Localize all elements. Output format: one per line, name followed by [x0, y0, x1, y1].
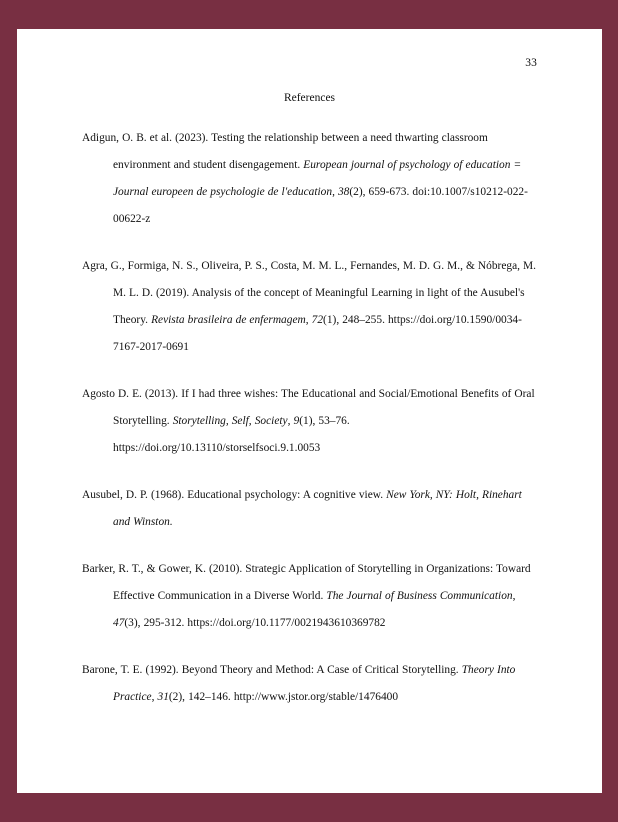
- reference-entry: [82, 657, 538, 711]
- reference-text-run: (3), 295-312. https://doi.org/10.1177/0021943610369782: [124, 617, 386, 629]
- reference-text-run: Theory Into Practice: [113, 664, 516, 703]
- reference-text-run: ,: [332, 186, 338, 198]
- reference-text-run: 31: [157, 691, 169, 703]
- reference-entry: [82, 125, 538, 233]
- reference-entry: [82, 381, 538, 462]
- reference-text-run: Storytelling, Self, Society: [172, 415, 288, 427]
- reference-text-run: (2), 659-673. doi:10.1007/s10212-022-00622-z: [113, 186, 528, 225]
- reference-text-run: (1), 53–76. https://doi.org/10.13110/storselfsoci.9.1.0053: [113, 415, 350, 454]
- reference-text-run: The Journal of Business Communication: [326, 590, 513, 602]
- reference-list: [82, 125, 538, 711]
- reference-text-run: Agra, G., Formiga, N. S., Oliveira, P. S., Costa, M. M. L., Fernandes, M. D. G. M., & Nóbrega, M. M. L. D. (2019). Analysis of the concept of Meaningful Learning in light of the Ausubel's Theory.: [82, 260, 537, 326]
- page-title: References: [283, 92, 336, 104]
- reference-text-run: Revista brasileira de enfermagem: [151, 314, 306, 326]
- reference-text-run: Adigun, O. B. et al. (2023). Testing the relationship between a need thwarting classroom environment and student disengagement.: [82, 132, 488, 171]
- reference-text-run: 9: [293, 415, 300, 427]
- reference-text-run: 72: [311, 314, 324, 326]
- reference-text-run: Barone, T. E. (1992). Beyond Theory and Method: A Case of Critical Storytelling.: [82, 664, 462, 676]
- reference-text-run: ,: [512, 590, 516, 602]
- reference-text-run: ,: [287, 415, 294, 427]
- reference-entry: [82, 253, 538, 361]
- reference-text-run: European journal of psychology of education = Journal europeen de psychologie de l'education: [113, 159, 522, 198]
- reference-entry: [82, 556, 538, 637]
- reference-text-run: New York, NY: Holt, Rinehart and Winston.: [113, 489, 522, 528]
- reference-text-run: Barker, R. T., & Gower, K. (2010). Strategic Application of Storytelling in Organizations: Toward Effective Communication in a Diverse World.: [82, 563, 531, 602]
- reference-text-run: Agosto D. E. (2013). If I had three wishes: The Educational and Social/Emotional Benefits of Oral Storytelling.: [82, 388, 535, 427]
- reference-text-run: Ausubel, D. P. (1968). Educational psychology: A cognitive view.: [82, 489, 387, 501]
- reference-text-run: 38: [337, 186, 350, 198]
- reference-text-run: ,: [151, 691, 158, 703]
- reference-text-run: (2), 142–146. http://www.jstor.org/stable/1476400: [168, 691, 399, 703]
- reference-text-run: 47: [113, 617, 125, 629]
- page-number: 33: [525, 57, 537, 69]
- reference-entry: [82, 482, 538, 536]
- document-page: [17, 29, 602, 793]
- reference-text-run: ,: [305, 314, 312, 326]
- reference-text-run: (1), 248–255. https://doi.org/10.1590/0034-7167-2017-0691: [113, 314, 522, 353]
